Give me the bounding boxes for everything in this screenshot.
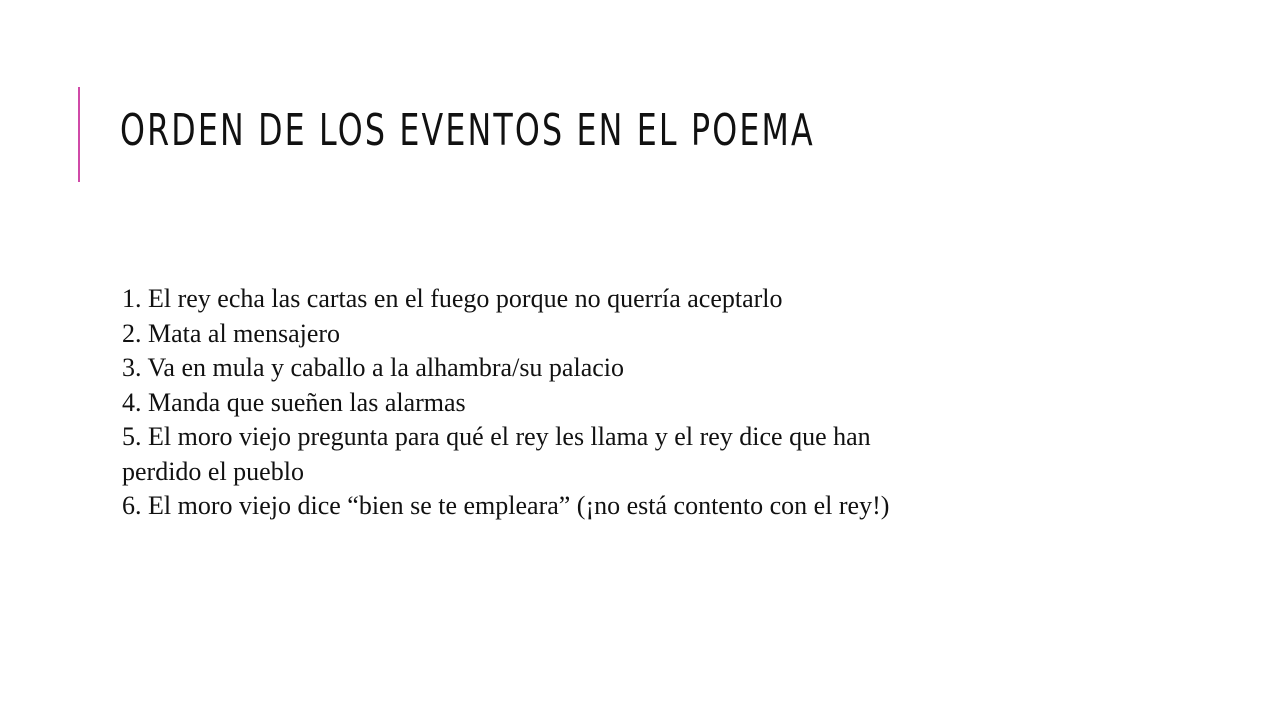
title-accent-bar xyxy=(78,87,80,182)
event-item-6: 6. El moro viejo dice “bien se te empleara” (¡no está contento con el rey!) xyxy=(122,491,890,520)
event-item-5: 5. El moro viejo pregunta para qué el rey les llama y el rey dice que han xyxy=(122,422,871,451)
slide-title: ORDEN DE LOS EVENTOS EN EL POEMA xyxy=(120,105,815,156)
event-item-4: 4. Manda que sueñen las alarmas xyxy=(122,387,466,417)
event-item-3: 3. Va en mula y caballo a la alhambra/su palacio xyxy=(122,353,624,382)
event-item-1: 1. El rey echa las cartas en el fuego porque no querría aceptarlo xyxy=(122,284,783,313)
events-list xyxy=(122,282,1082,524)
event-item-2: 2. Mata al mensajero xyxy=(122,318,341,348)
event-item-5-continuation: perdido el pueblo xyxy=(122,456,304,486)
